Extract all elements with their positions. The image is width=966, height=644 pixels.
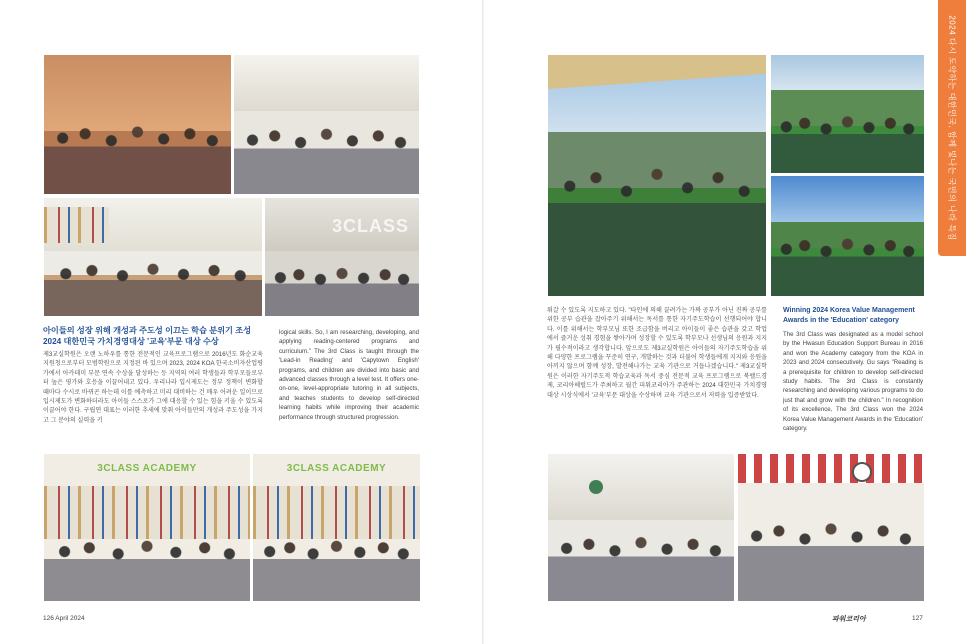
left-page-number: 126 April 2024 xyxy=(43,615,85,622)
right-english-body: The 3rd Class was designated as a model school by the Hwasun Education Support Bureau in 2016 and won the Academy category from the KOA in 2023 and 2024 consecutively. Gu says "Reading is a prerequisite for children to develop self-directed study habits. The 3rd Class is constantly researching and developing various programs to do just that and grow with the children." In recognition of its excellence, The 3rd Class won the 2024 Korea Value Management Awards in the 'Education' category. xyxy=(783,331,923,433)
right-en-title-line1: Winning 2024 Korea Value Management xyxy=(783,307,915,314)
photo-students-classroom xyxy=(233,54,420,195)
photo-group-in-hallway xyxy=(737,453,925,602)
left-english-body: logical skills. So, I am researching, developing, and applying reading-centered programs and curriculum." The 3rd Class is taught through the 'Lead-in Reading' and 'Capytown English' programs, and children are divided into basic and advanced classes through a level test. It offers one-on-one, level-appropriate tutoring in all subjects, and teaches students to develop self-directed learning habits while improving their academic performance through structured progression. xyxy=(279,329,419,421)
photo-rooftop-table xyxy=(770,54,925,174)
photo-academy-library-2 xyxy=(252,453,421,602)
photo-study-hall xyxy=(264,197,420,317)
magazine-brand: 파워코리아 xyxy=(832,616,866,623)
right-english-title xyxy=(783,306,933,326)
left-title-line1: 아이들의 성장 위해 개성과 주도성 이끄는 학습 분위기 조성 xyxy=(43,326,252,335)
page-gutter xyxy=(482,0,484,644)
photo-rooftop-class xyxy=(547,54,767,297)
left-korean-body: 제3교실학원은 오랜 노하우를 통한 전문적인 교육프로그램으로 2016년도 화순교육지원청으로부터 모범학원으로 지정된 바 있으며 2023, 2024 KOA 한국소비자산업평가에서 아카데미 부문 연속 수상을 달성하는 등 지역의 여러 학생들과 학부모들로부터 높은 평가와 호응을 이끌어내고 있다. 우리나라 입시제도는 정부 정책이 변화할 때마다 수시로 바뀌곤 하는데 이를 예측하고 미리 대비하는 건 매우 어려운 일이므로 입시제도가 변화하더라도 아이들 스스로가 그에 대응할 수 있는 힘을 키울 수 있도록 이끌어야 한다. 구립연 대표는 이러한 추세에 맞춰 아이들만의 개성과 주도성을 가지고 그 분야의 실력을 키 xyxy=(43,351,263,424)
academy-sign: 3CLASS ACADEMY xyxy=(97,462,197,474)
right-en-title-line2: Awards in the 'Education' category xyxy=(783,317,900,324)
photo-watermark: 3CLASS xyxy=(331,216,409,236)
left-title-line2: 2024 대한민국 가치경영대상 '교육'부문 대상 수상 xyxy=(43,337,219,346)
right-page-number: 127 xyxy=(912,615,923,622)
photo-students-group-hall xyxy=(43,54,232,195)
side-tab-label: 2024 다시 도약하는 대한민국, 함께 빛나는 국민의 나라 특집 xyxy=(947,15,957,241)
section-side-tab xyxy=(938,0,966,256)
photo-computer-room xyxy=(43,197,263,317)
photo-academy-library-1 xyxy=(43,453,251,602)
photo-classroom-desks xyxy=(547,453,735,602)
left-korean-title xyxy=(43,325,263,347)
photo-rooftop-costume xyxy=(770,175,925,297)
academy-sign-2: 3CLASS ACADEMY xyxy=(286,462,387,474)
right-korean-body: 워갈 수 있도록 지도하고 있다. "타인에 의해 끌려가는 가짜 공부가 아닌 진짜 공부를 위한 공부 습관을 잡아주기 위해서는 독서를 통한 자기주도학습이 선행되어야 합니다. 이를 위해서는 학부모님 또한 조급함을 버리고 아이들이 좋은 습관을 갖고 학업에서 즐거운 성취 경험을 쌓아가며 성장할 수 있도록 학부모나 선생님의 응원과 지지가 필수적이라고 생각합니다. 앞으로도 제3교실학원은 아이들의 자기주도학습을 위해 다양한 프로그램을 꾸준히 연구, 개발하는 것과 더불어 학생들에게 지지와 응원을 아끼지 않으며 함께 성장, 발전해나가는 교육 기관으로 거듭나겠습니다." 제3교실학원은 이러한 자기주도적 학습교육과 독서 중심 전문적 교육 프로그램으로 북펠드경제, 코리아헤럴드가 주최하고 월간 피워코리아가 주관하는 2024 대한민국 가치경영대상 시상식에서 '교육'부문 대상을 수상하며 교육 기관으로서 저력을 입증받았다. xyxy=(547,307,767,399)
